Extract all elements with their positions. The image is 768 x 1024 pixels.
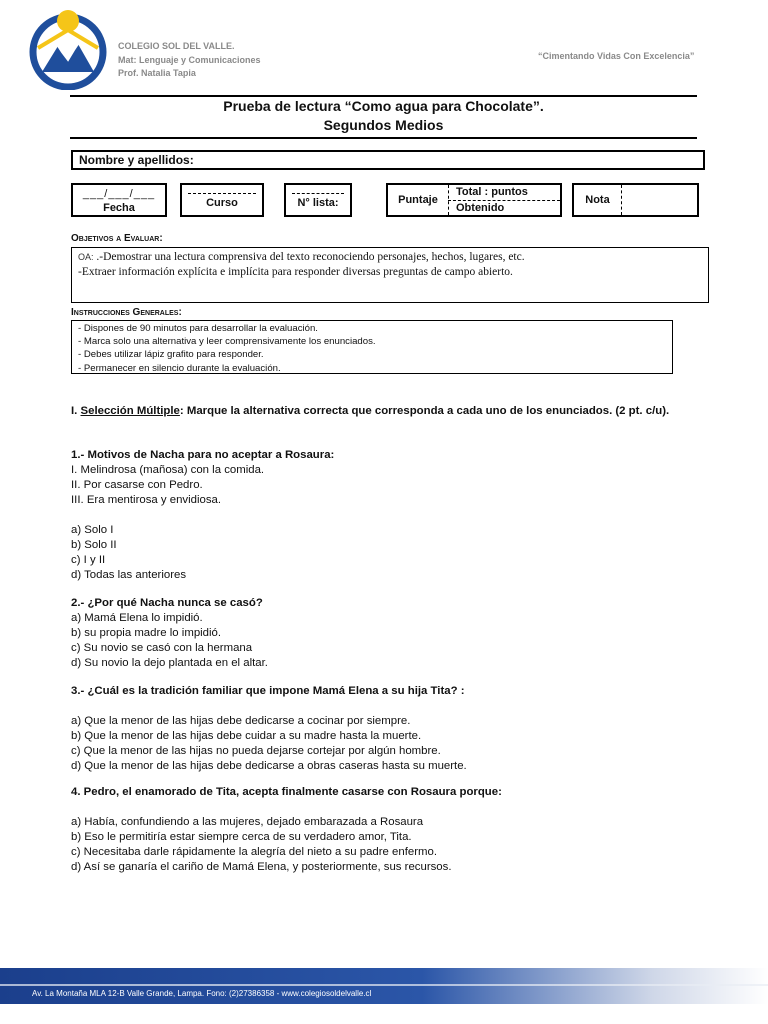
section-text: : Marque la alternativa correcta que corresponda a cada uno de los enunciados. (2 pt. c/u). xyxy=(179,405,670,417)
school-info xyxy=(118,40,261,81)
obtained-label: Obtenido xyxy=(456,202,505,214)
date-field[interactable] xyxy=(71,183,167,217)
footer-band xyxy=(0,968,768,1004)
date-label: Fecha xyxy=(103,202,135,214)
statement: III. Era mentirosa y envidiosa. xyxy=(71,494,222,506)
name-label: Nombre y apellidos: xyxy=(79,153,194,167)
test-title-line2: Segundos Medios xyxy=(323,117,444,133)
date-blank: ___/___/___ xyxy=(82,188,156,200)
school-motto: “Cimentando Vidas Con Excelencia” xyxy=(538,51,695,61)
question-title: 3.- ¿Cuál es la tradición familiar que impone Mamá Elena a su hija Tita? : xyxy=(71,685,465,697)
name-field[interactable] xyxy=(71,150,705,170)
subject-line: Mat: Lenguaje y Comunicaciones xyxy=(118,54,261,65)
objective-line: -Extraer información explícita e implícita para responder diversas preguntas de campo abierto. xyxy=(78,266,513,278)
score-box[interactable] xyxy=(386,183,562,217)
instructions-heading: Instrucciones Generales: xyxy=(71,307,182,318)
question-title: 4. Pedro, el enamorado de Tita, acepta finalmente casarse con Rosaura porque: xyxy=(71,786,502,798)
test-title-line1: Prueba de lectura “Como agua para Chocolate”. xyxy=(223,98,544,114)
question-1 xyxy=(71,448,701,583)
footer-address: Av. La Montaña MLA 12-B Valle Grande, Lampa. Fono: (2)27386358 - www.colegiosoldelvalle.cl xyxy=(32,989,372,998)
statement: II. Por casarse con Pedro. xyxy=(71,479,203,491)
question-title: 1.- Motivos de Nacha para no aceptar a Rosaura: xyxy=(71,449,335,461)
objectives-box xyxy=(71,247,709,303)
course-field[interactable] xyxy=(180,183,264,217)
teacher-line: Prof. Natalia Tapia xyxy=(118,68,196,78)
option[interactable]: a) Mamá Elena lo impidió. xyxy=(71,612,203,624)
question-4 xyxy=(71,785,701,875)
instruction-item: - Debes utilizar lápiz grafito para responder. xyxy=(78,349,264,361)
list-number-field[interactable] xyxy=(284,183,352,217)
option[interactable]: d) Todas las anteriores xyxy=(71,569,187,581)
statement: I. Melindrosa (mañosa) con la comida. xyxy=(71,464,265,476)
objectives-heading: Objetivos a Evaluar: xyxy=(71,233,163,244)
option[interactable]: d) Así se ganaría el cariño de Mamá Elena, y posteriormente, sus recursos. xyxy=(71,861,452,873)
grade-box[interactable] xyxy=(572,183,699,217)
option[interactable]: b) Solo II xyxy=(71,539,117,551)
option[interactable]: a) Que la menor de las hijas debe dedicarse a cocinar por siempre. xyxy=(71,715,411,727)
option[interactable]: b) su propia madre lo impidió. xyxy=(71,627,222,639)
instructions-box xyxy=(71,320,673,374)
option[interactable]: c) Necesitaba darle rápidamente la alegría del nieto a su padre enfermo. xyxy=(71,846,437,858)
option[interactable]: c) I y II xyxy=(71,554,106,566)
option[interactable]: a) Había, confundiendo a las mujeres, dejado embarazada a Rosaura xyxy=(71,816,424,828)
course-dashline xyxy=(188,193,256,194)
course-label: Curso xyxy=(206,197,238,209)
test-title xyxy=(70,97,697,135)
option[interactable]: c) Que la menor de las hijas no pueda dejarse cortejar por algún hombre. xyxy=(71,745,441,757)
option[interactable]: a) Solo I xyxy=(71,524,114,536)
title-rule-bottom xyxy=(70,137,697,139)
option[interactable]: c) Su novio se casó con la hermana xyxy=(71,642,253,654)
option[interactable]: d) Su novio la dejo plantada en el altar. xyxy=(71,657,268,669)
list-label: N° lista: xyxy=(297,197,339,209)
section-heading xyxy=(71,402,697,421)
total-label: Total : puntos xyxy=(456,186,528,198)
question-3 xyxy=(71,684,701,774)
list-dashline xyxy=(292,193,344,194)
question-2 xyxy=(71,596,701,671)
objective-line xyxy=(78,250,702,265)
section-number: I. xyxy=(71,405,78,417)
school-name: COLEGIO SOL DEL VALLE. xyxy=(118,41,235,51)
section-name: Selección Múltiple xyxy=(80,405,180,417)
objective-text: .-Demostrar una lectura comprensiva del texto reconociendo personajes, hechos, lugares, etc. xyxy=(96,251,525,263)
oa-prefix: OA: xyxy=(78,252,94,262)
score-label: Puntaje xyxy=(388,185,449,215)
question-title: 2.- ¿Por qué Nacha nunca se casó? xyxy=(71,597,263,609)
footer-stripe xyxy=(0,984,768,986)
instruction-item: - Dispones de 90 minutos para desarrollar la evaluación. xyxy=(78,323,318,334)
grade-label: Nota xyxy=(574,185,622,215)
instruction-item: - Marca solo una alternativa y leer comprensivamente los enunciados. xyxy=(78,336,376,348)
school-logo xyxy=(28,10,108,90)
option[interactable]: b) Que la menor de las hijas debe cuidar a su madre hasta la muerte. xyxy=(71,730,422,742)
option[interactable]: d) Que la menor de las hijas debe dedicarse a obras caseras hasta su muerte. xyxy=(71,760,467,772)
option[interactable]: b) Eso le permitiría estar siempre cerca de su verdadero amor, Tita. xyxy=(71,831,412,843)
instruction-item: - Permanecer en silencio durante la evaluación. xyxy=(78,362,281,374)
